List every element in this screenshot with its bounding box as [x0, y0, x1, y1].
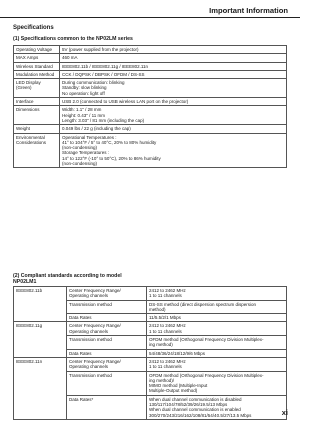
standard-name: IEEE802.11b: [14, 287, 67, 301]
spec-value-line: 460 mA: [62, 55, 78, 61]
table-row: [14, 106, 287, 125]
spec-label: Operating Voltage: [14, 46, 60, 54]
standard-item-line: Transmission method: [69, 372, 112, 378]
table-row: [14, 357, 287, 371]
specs-table: [13, 45, 287, 168]
spec-value-line: 14° to 122°F (-10° to 50°C), 20% to 86% humidity: [62, 155, 161, 161]
standard-name: [14, 300, 67, 314]
spec-value-line: During communication: blinking: [62, 80, 125, 86]
page-header: [0, 0, 300, 22]
header-rule: [0, 17, 300, 18]
spec-value: [60, 79, 287, 98]
standard-name: [14, 349, 67, 357]
standard-value: [147, 322, 287, 336]
standards-heading-line2: NP02LM1: [13, 279, 37, 285]
table-row: [14, 300, 287, 314]
spec-label: Wireless Standard: [14, 62, 60, 70]
standard-value-line: ing method): [149, 342, 173, 348]
standard-value-line: MIMO method (Multiple-Input: [149, 383, 208, 389]
standard-item: [67, 322, 147, 336]
table-row: [14, 70, 287, 78]
standard-value-line: 1 to 11 channels: [149, 293, 182, 299]
standard-name: [14, 371, 67, 395]
spec-value: [60, 62, 287, 70]
standards-heading-line1: (2) Compliant standards according to model: [13, 273, 122, 279]
spec-value-line: Length: 3.03" / 81 mm (including the cap): [62, 117, 145, 123]
spec-label: MAX Amps: [14, 54, 60, 62]
standard-value-line: 54/48/36/24/18/12/9/6 Mbps: [149, 350, 206, 356]
standard-item-line: Data Rates: [69, 315, 92, 321]
standard-value-line: 130/117/104/78/52/39/26/19.5/13 Mbps: [149, 402, 228, 408]
spec-value-line: (non-condensing): [62, 161, 98, 167]
table-row: [14, 125, 287, 133]
standard-value-line: 2412 to 2462 MHz: [149, 288, 186, 293]
standard-item: [67, 349, 147, 357]
standard-item: [67, 371, 147, 395]
standard-item-line: Operating channels: [69, 328, 109, 334]
spec-label: Weight: [14, 125, 60, 133]
page-number: xi: [281, 408, 288, 417]
table-row: [14, 46, 287, 54]
standard-item-line: Operating channels: [69, 293, 109, 299]
spec-value: [60, 106, 287, 125]
standard-name: [14, 314, 67, 322]
standards-heading: [13, 273, 122, 285]
table-row: [14, 54, 287, 62]
spec-value-line: USB 2.0 (connected to USB wireless LAN port on the projector): [62, 99, 189, 105]
spec-value: [60, 46, 287, 54]
standards-table: [13, 286, 287, 420]
spec-value-line: IEEE802.11b / IEEE802.11g / IEEE802.11n: [62, 63, 149, 69]
spec-label: LED Display (Green): [14, 79, 60, 98]
standard-item: [67, 395, 147, 419]
standard-item-line: Center Frequency Range/: [69, 358, 121, 364]
standard-value-line: ing method)/: [149, 377, 175, 383]
spec-value: [60, 125, 287, 133]
standard-value: [147, 314, 287, 322]
spec-label: Interface: [14, 98, 60, 106]
section-title: Specifications: [13, 25, 54, 31]
standard-value: [147, 371, 287, 395]
standard-item-line: Center Frequency Range/: [69, 288, 121, 293]
spec-value-line: (non-condensing): [62, 145, 98, 151]
standard-value: [147, 336, 287, 350]
spec-value: [60, 54, 287, 62]
table-row: [14, 322, 287, 336]
standard-item-line: Transmission method: [69, 301, 112, 307]
standard-value: [147, 395, 287, 419]
standard-item-line: Data Rates: [69, 350, 92, 356]
spec-value-line: 41° to 104°F / 5° to 40°C, 20% to 80% humidity: [62, 139, 157, 145]
standard-item: [67, 336, 147, 350]
standard-value: [147, 357, 287, 371]
table-row: [14, 287, 287, 301]
standard-item: [67, 314, 147, 322]
standard-item-line: Center Frequency Range/: [69, 323, 121, 329]
standard-item: [67, 300, 147, 314]
spec-value-line: No operation: light off: [62, 90, 105, 96]
table-row: [14, 336, 287, 350]
spec-value-line: 0.049 lbs / 22 g (including the cap): [62, 126, 131, 132]
spec-label: Environmental Considerations: [14, 133, 60, 168]
table-row: [14, 62, 287, 70]
standard-item: [67, 287, 147, 301]
spec-value-line: 5V (power supplied from the projector): [62, 47, 139, 52]
standard-value-line: method): [149, 306, 166, 312]
standard-value-line: DS-SS method (direct dispersion spectrum dispersion: [149, 301, 257, 307]
standard-name: IEEE802.11n: [14, 357, 67, 371]
standard-item: [67, 357, 147, 371]
standard-name: [14, 336, 67, 350]
standard-value-line: OFDM method (Orthogonal Frequency Division Multiplex-: [149, 337, 264, 343]
spec-value-line: Operational Temperatures :: [62, 134, 117, 140]
standard-value: [147, 287, 287, 301]
standard-item-line: Data Rates*: [69, 396, 94, 402]
spec-value: [60, 70, 287, 78]
spec-value-line: Height: 0.43" / 11 mm: [62, 112, 106, 118]
spec-value: [60, 98, 287, 106]
standard-name: [14, 395, 67, 419]
spec-label: Modulation Method: [14, 70, 60, 78]
table-row: [14, 371, 287, 395]
standard-value-line: When dual channel communication is enabled: [149, 407, 241, 413]
standard-value-line: 11/5.5/2/1 Mbps: [149, 315, 181, 321]
table-row: [14, 395, 287, 419]
standard-value-line: 1 to 11 channels: [149, 328, 182, 334]
standard-value-line: 2412 to 2462 MHz: [149, 358, 186, 364]
spec-label: Dimensions: [14, 106, 60, 125]
standard-item-line: Transmission method: [69, 337, 112, 343]
standard-value-line: 1 to 11 channels: [149, 364, 182, 370]
table-row: [14, 79, 287, 98]
header-title: Important Information: [209, 6, 288, 15]
standard-value: [147, 300, 287, 314]
standard-value: [147, 349, 287, 357]
specs-heading: (1) Specifications common to the NP02LM series: [13, 36, 133, 42]
standard-name: IEEE802.11g: [14, 322, 67, 336]
standard-value-line: OFDM method (Orthogonal Frequency Division Multiplex-: [149, 372, 264, 378]
table-row: [14, 133, 287, 168]
standard-item-line: Operating channels: [69, 364, 109, 370]
table-row: [14, 314, 287, 322]
standard-value-line: Multiple-Output method): [149, 388, 198, 394]
standard-value-line: 2412 to 2462 MHz: [149, 323, 186, 329]
table-row: [14, 98, 287, 106]
standard-value-line: When dual channel communication is disabled: [149, 396, 242, 402]
standard-value-line: 300/270/243/216/162/108/81/54/40.5/27/13.5 Mbps: [149, 412, 252, 418]
spec-value-line: Width: 1.1" / 28 mm: [62, 107, 102, 113]
spec-value-line: CCK / DQPSK / DBPSK / OFDM / DS-SS: [62, 71, 145, 77]
spec-value: [60, 133, 287, 168]
spec-value-line: Standby: slow blinking: [62, 85, 107, 91]
table-row: [14, 349, 287, 357]
spec-value-line: Storage Temperatures :: [62, 150, 109, 156]
